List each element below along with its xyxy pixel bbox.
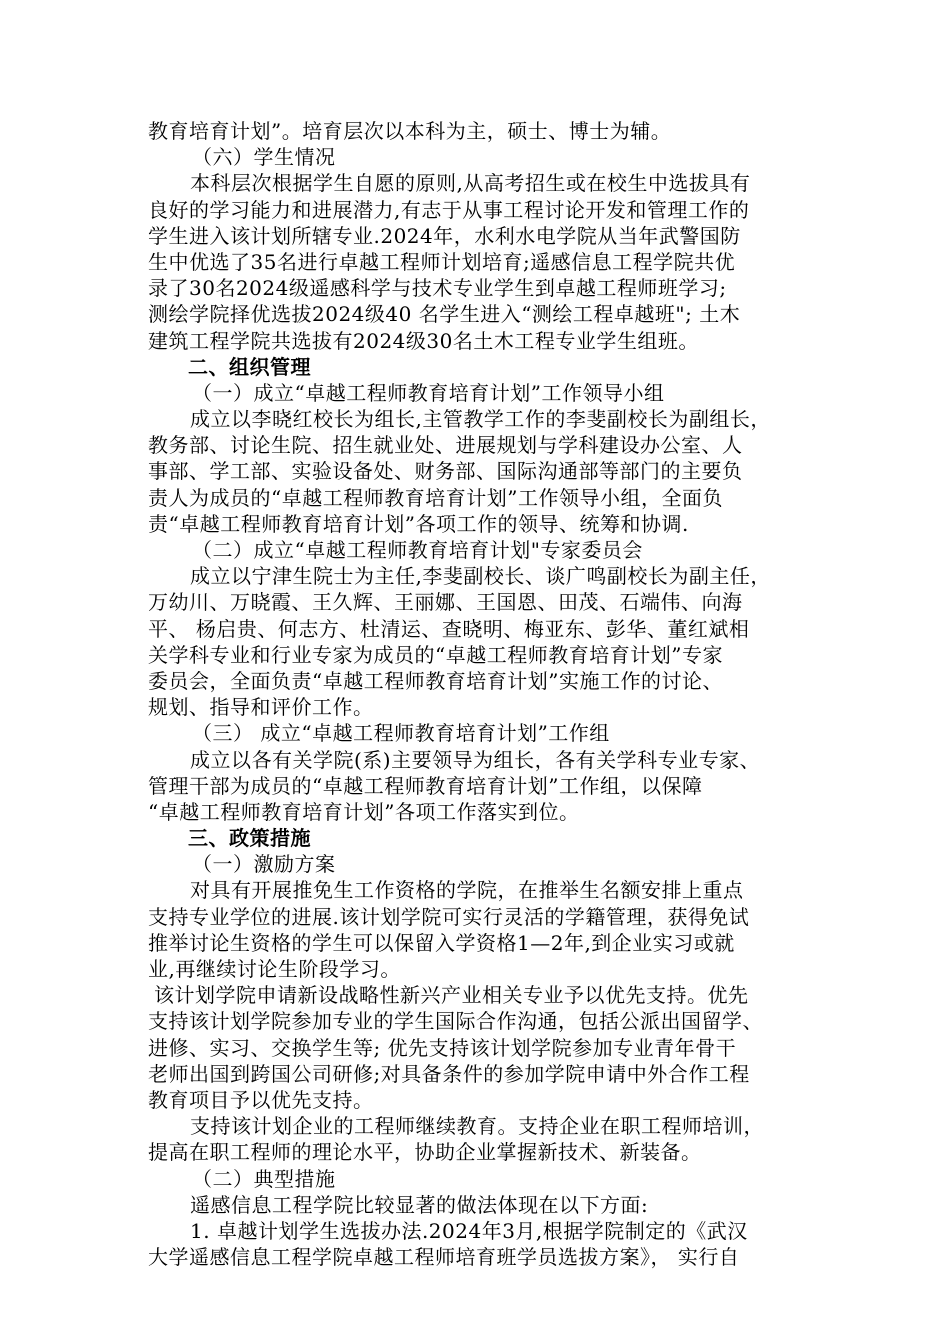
text-line: 规划、指导和评价工作。 <box>148 695 374 720</box>
text-line: 遥感信息工程学院比较显著的做法体现在以下方面: <box>190 1192 649 1217</box>
text-line: 支持专业学位的进展.该计划学院可实行灵活的学籍管理，获得免试 <box>148 904 750 929</box>
text-line: 老师出国到跨国公司研修;对具备条件的参加学院申请中外合作工程 <box>148 1061 750 1086</box>
text-line: 生中优选了35名进行卓越工程师计划培育;遥感信息工程学院共优 <box>148 249 736 274</box>
text-line: 该计划学院申请新设战略性新兴产业相关专业予以优先支持。优先 <box>154 983 749 1008</box>
text-line: 支持该计划企业的工程师继续教育。支持企业在职工程师培训， <box>190 1114 764 1139</box>
text-line: 学生进入该计划所辖专业.2024年，水利水电学院从当年武警国防 <box>148 223 741 248</box>
text-line: （六）学生情况 <box>192 145 336 170</box>
section-heading: 二、组织管理 <box>188 354 311 379</box>
text-line: 本科层次根据学生自愿的原则,从高考招生或在校生中选拔具有 <box>190 171 751 196</box>
text-line: 对具有开展推免生工作资格的学院，在推举生名额安排上重点 <box>190 878 744 903</box>
text-line: 成立以宁津生院士为主任,李斐副校长、谈广鸣副校长为副主任， <box>190 564 771 589</box>
text-line: “卓越工程师教育培育计划”各项工作落实到位。 <box>148 799 580 824</box>
text-line: 支持该计划学院参加专业的学生国际合作沟通，包括公派出国留学、 <box>148 1009 763 1034</box>
text-line: 进修、实习、交换学生等; 优先支持该计划学院参加专业青年骨干 <box>148 1035 737 1060</box>
text-line: 成立以李晓红校长为组长,主管教学工作的李斐副校长为副组长， <box>190 407 771 432</box>
text-line: 教务部、讨论生院、招生就业处、进展规划与学科建设办公室、人 <box>148 433 743 458</box>
text-line: （一）激励方案 <box>192 852 336 877</box>
text-line: 教育项目予以优先支持。 <box>148 1087 374 1112</box>
text-line: （二）成立“卓越工程师教育培育计划"专家委员会 <box>192 538 643 562</box>
text-line: 业,再继续讨论生阶段学习。 <box>148 957 401 981</box>
text-line: 建筑工程学院共选拔有2024级30名土木工程专业学生组班。 <box>148 328 699 353</box>
text-line: 责人为成员的“卓越工程师教育培育计划”工作领导小组，全面负 <box>148 485 723 510</box>
document-body <box>148 118 828 1270</box>
text-line: 责“卓越工程师教育培育计划”各项工作的领导、统筹和协调. <box>148 511 689 536</box>
text-line: （二）典型措施 <box>192 1166 336 1191</box>
text-line: 平、 杨启贵、何志方、杜清运、查晓明、梅亚东、彭华、董红斌相 <box>148 616 750 641</box>
text-line: 成立以各有关学院(系)主要领导为组长，各有关学科专业专家、 <box>190 747 761 772</box>
text-line: 测绘学院择优选拔2024级40 名学生进入“测绘工程卓越班"; 土木 <box>148 302 741 327</box>
text-line: 良好的学习能力和进展潜力,有志于从事工程讨论开发和管理工作的 <box>148 197 750 222</box>
text-line: 录了30名2024级遥感科学与技术专业学生到卓越工程师班学习; <box>148 276 727 301</box>
section-heading: 三、政策措施 <box>188 826 311 851</box>
text-line: 万幼川、万晓霞、王久辉、王丽娜、王国恩、田茂、石端伟、向海 <box>148 590 743 615</box>
text-line: 关学科专业和行业专家为成员的“卓越工程师教育培育计划”专家 <box>148 642 723 667</box>
text-line: 管理干部为成员的“卓越工程师教育培育计划”工作组，以保障 <box>148 773 703 798</box>
text-line: 教育培育计划”。培育层次以本科为主，硕士、博士为辅。 <box>148 119 672 143</box>
text-line: （三） 成立“卓越工程师教育培育计划”工作组 <box>192 721 610 746</box>
text-line: 委员会，全面负责“卓越工程师教育培育计划”实施工作的讨论、 <box>148 668 723 693</box>
text-line: 推举讨论生资格的学生可以保留入学资格1—2年,到企业实习或就 <box>148 930 735 955</box>
text-line: 提高在职工程师的理论水平，协助企业掌握新技术、新装备。 <box>148 1140 702 1165</box>
text-line: 1. 卓越计划学生选拔办法.2024年3月,根据学院制定的《武汉 <box>190 1218 748 1243</box>
text-line: 事部、学工部、实验设备处、财务部、国际沟通部等部门的主要负 <box>148 459 743 484</box>
text-line: （一）成立“卓越工程师教育培育计划”工作领导小组 <box>192 380 665 405</box>
text-line: 大学遥感信息工程学院卓越工程师培育班学员选拔方案》， 实行自 <box>148 1245 740 1270</box>
